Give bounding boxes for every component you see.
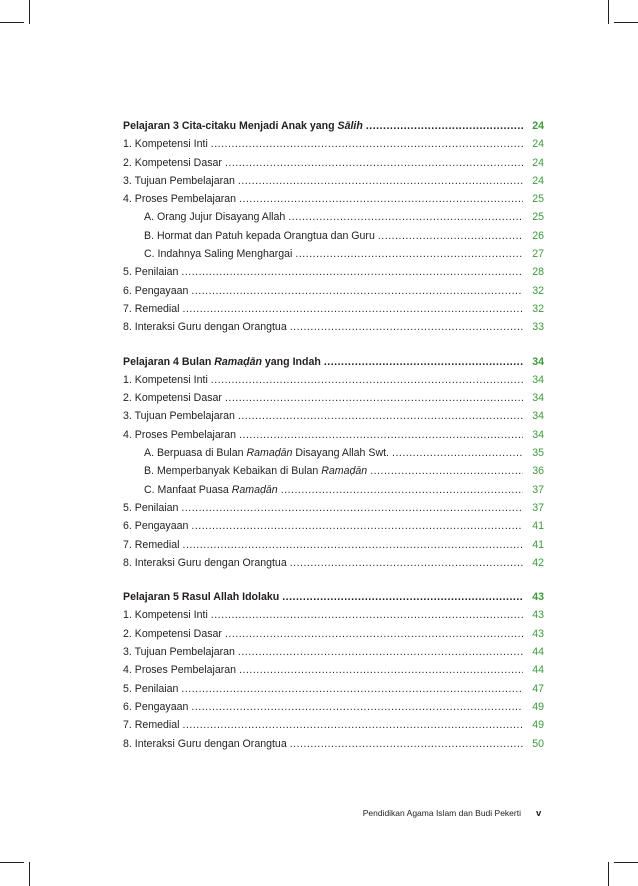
toc-entry[interactable] [123, 661, 544, 679]
toc-entry-label: 5. Penilaian [123, 266, 179, 279]
toc-page-number: 44 [532, 646, 544, 659]
toc-label-text: Pelajaran 5 Rasul Allah Idolaku [123, 591, 280, 604]
toc-label-emphasis: Ramaḍān [214, 355, 262, 368]
toc-page-number: 41 [532, 538, 544, 551]
toc-label-text: A. Berpuasa di Bulan [144, 447, 247, 460]
toc-page-number: 34 [532, 410, 544, 423]
toc-page-number: 25 [532, 211, 544, 224]
toc-entry-label: 3. Tujuan Pembelajaran [123, 174, 235, 187]
toc-entry-label: 1. Kompetensi Inti [123, 373, 208, 386]
toc-page-number: 37 [532, 483, 544, 496]
toc-page-number: 50 [532, 737, 544, 750]
toc-page-number: 34 [532, 355, 544, 368]
toc-entry-label [144, 444, 389, 462]
toc-label-emphasis: Ramaḍān [321, 465, 368, 478]
toc-entry[interactable] [123, 263, 544, 281]
toc-entry-label: 3. Tujuan Pembelajaran [123, 410, 235, 423]
dot-leader [239, 426, 523, 444]
toc-entry[interactable] [123, 172, 544, 190]
toc-entry-label: 2. Kompetensi Dasar [123, 156, 222, 169]
toc-page-number: 43 [532, 591, 544, 604]
toc-entry-label [123, 353, 321, 371]
toc-entry-label: B. Hormat dan Patuh kepada Orangtua dan Guru [144, 229, 375, 242]
footer-page-number: v [536, 808, 542, 819]
dot-leader [225, 625, 523, 643]
toc-entry-label: 3. Tujuan Pembelajaran [123, 646, 235, 659]
toc-page-number: 25 [532, 193, 544, 206]
dot-leader [181, 680, 523, 698]
toc-entry[interactable] [123, 536, 544, 554]
toc-page-number: 34 [532, 392, 544, 405]
toc-label-emphasis: Ramaḍān [231, 483, 278, 496]
dot-leader [366, 117, 523, 135]
toc-entry[interactable] [123, 606, 544, 624]
dot-leader [211, 135, 523, 153]
crop-mark [614, 22, 638, 23]
toc-entry-label: 7. Remedial [123, 719, 180, 732]
dot-leader [191, 698, 523, 716]
crop-mark [614, 862, 638, 863]
toc-entry[interactable] [123, 698, 544, 716]
dot-leader [238, 407, 523, 425]
toc-page-number: 33 [532, 321, 544, 334]
toc-page-number: 41 [532, 520, 544, 533]
toc-page-number: 24 [532, 120, 544, 132]
toc-label-emphasis: Ramaḍān [246, 447, 293, 460]
table-of-contents [123, 117, 544, 769]
toc-label-text: Pelajaran 4 Bulan [123, 355, 215, 368]
dot-leader [183, 716, 523, 734]
toc-page-number: 28 [532, 266, 544, 279]
crop-mark [608, 862, 609, 886]
dot-leader [181, 263, 523, 281]
dot-leader [211, 371, 523, 389]
toc-page-number: 43 [532, 609, 544, 622]
toc-entry[interactable] [123, 554, 544, 572]
toc-entry-label: 4. Proses Pembelajaran [123, 664, 237, 677]
toc-page-number: 34 [532, 428, 544, 441]
dot-leader [290, 735, 523, 753]
dot-leader [295, 245, 523, 263]
crop-mark [608, 0, 609, 24]
toc-label-text: B. Memperbanyak Kebaikan di Bulan [144, 465, 322, 478]
toc-section [123, 588, 544, 753]
toc-label-text: Pelajaran 3 Cita-citaku Menjadi Anak yang [123, 120, 338, 132]
toc-entry-label: 6. Pengayaan [123, 284, 189, 297]
crop-mark [29, 0, 30, 24]
crop-mark [29, 862, 30, 886]
dot-leader [392, 444, 523, 462]
toc-page-number: 34 [532, 373, 544, 386]
toc-entry[interactable] [123, 389, 544, 407]
toc-entry[interactable] [123, 625, 544, 643]
toc-subentry[interactable] [123, 245, 544, 263]
dot-leader [238, 643, 523, 661]
dot-leader [290, 318, 523, 336]
toc-entry-label: 7. Remedial [123, 302, 180, 315]
dot-leader [378, 227, 523, 245]
dot-leader [370, 462, 523, 480]
dot-leader [225, 154, 523, 172]
toc-entry-label: 1. Kompetensi Inti [123, 609, 208, 622]
toc-entry[interactable] [123, 190, 544, 208]
dot-leader [191, 517, 523, 535]
toc-page-number: 49 [532, 700, 544, 713]
toc-page-number: 24 [532, 174, 544, 187]
toc-page-number: 49 [532, 719, 544, 732]
toc-entry-label: 6. Pengayaan [123, 520, 189, 533]
toc-entry[interactable] [123, 282, 544, 300]
toc-lesson-heading[interactable] [123, 588, 544, 606]
dot-leader [183, 536, 523, 554]
dot-leader [191, 282, 523, 300]
toc-lesson-heading[interactable] [123, 117, 544, 135]
toc-entry-label: 4. Proses Pembelajaran [123, 193, 237, 206]
toc-page-number: 27 [532, 248, 544, 261]
toc-page-number: 47 [532, 682, 544, 695]
toc-page-number: 24 [532, 138, 544, 151]
dot-leader [183, 300, 523, 318]
toc-subentry[interactable] [123, 462, 544, 480]
toc-entry[interactable] [123, 716, 544, 734]
toc-subentry[interactable] [123, 444, 544, 462]
toc-page-number: 32 [532, 302, 544, 315]
toc-page-number: 42 [532, 556, 544, 569]
toc-entry[interactable] [123, 300, 544, 318]
toc-entry-label: C. Indahnya Saling Menghargai [144, 248, 293, 261]
toc-page-number: 44 [532, 664, 544, 677]
toc-entry-label [123, 117, 363, 135]
toc-entry-label: 5. Penilaian [123, 682, 179, 695]
toc-entry-label: 5. Penilaian [123, 501, 179, 514]
toc-section [123, 117, 544, 337]
toc-entry-label: 6. Pengayaan [123, 700, 189, 713]
toc-entry-label [123, 588, 279, 606]
toc-label-text: C. Manfaat Puasa [144, 483, 232, 496]
crop-mark [0, 862, 24, 863]
dot-leader [225, 389, 523, 407]
toc-entry-label: 2. Kompetensi Dasar [123, 392, 222, 405]
toc-section [123, 353, 544, 573]
toc-entry-label: 2. Kompetensi Dasar [123, 627, 222, 640]
crop-mark [0, 22, 24, 23]
footer-book-title: Pendidikan Agama Islam dan Budi Pekerti [362, 808, 521, 818]
page-footer [0, 808, 638, 822]
toc-entry[interactable] [123, 499, 544, 517]
toc-entry-label: 8. Interaksi Guru dengan Orangtua [123, 321, 287, 334]
toc-lesson-heading[interactable] [123, 353, 544, 371]
toc-entry[interactable] [123, 371, 544, 389]
toc-label-text: yang Indah [261, 355, 321, 368]
toc-entry-label: 7. Remedial [123, 538, 180, 551]
dot-leader [281, 481, 523, 499]
toc-page-number: 24 [532, 156, 544, 169]
dot-leader [238, 172, 523, 190]
dot-leader [324, 353, 523, 371]
toc-entry[interactable] [123, 643, 544, 661]
toc-entry-label: 1. Kompetensi Inti [123, 138, 208, 151]
dot-leader [239, 661, 523, 679]
dot-leader [181, 499, 523, 517]
toc-label-text: Disayang Allah Swt. [292, 447, 389, 460]
toc-page-number: 43 [532, 627, 544, 640]
toc-entry-label [144, 462, 367, 480]
toc-entry-label: 8. Interaksi Guru dengan Orangtua [123, 556, 287, 569]
toc-label-emphasis: Sālih [337, 120, 363, 132]
dot-leader [211, 606, 523, 624]
dot-leader [239, 190, 523, 208]
toc-entry[interactable] [123, 517, 544, 535]
toc-entry[interactable] [123, 426, 544, 444]
toc-subentry[interactable] [123, 208, 544, 226]
toc-subentry[interactable] [123, 481, 544, 499]
toc-page-number: 26 [532, 229, 544, 242]
toc-entry[interactable] [123, 318, 544, 336]
toc-entry-label [144, 481, 278, 499]
dot-leader [288, 208, 523, 226]
dot-leader [282, 588, 523, 606]
toc-page-number: 32 [532, 284, 544, 297]
toc-entry[interactable] [123, 154, 544, 172]
toc-entry[interactable] [123, 680, 544, 698]
toc-entry[interactable] [123, 735, 544, 753]
toc-entry-label: A. Orang Jujur Disayang Allah [144, 211, 286, 224]
toc-entry[interactable] [123, 407, 544, 425]
toc-subentry[interactable] [123, 227, 544, 245]
toc-page-number: 36 [532, 465, 544, 478]
dot-leader [290, 554, 523, 572]
toc-entry-label: 4. Proses Pembelajaran [123, 428, 237, 441]
toc-page-number: 37 [532, 501, 544, 514]
toc-page-number: 35 [532, 447, 544, 460]
toc-entry[interactable] [123, 135, 544, 153]
toc-entry-label: 8. Interaksi Guru dengan Orangtua [123, 737, 287, 750]
